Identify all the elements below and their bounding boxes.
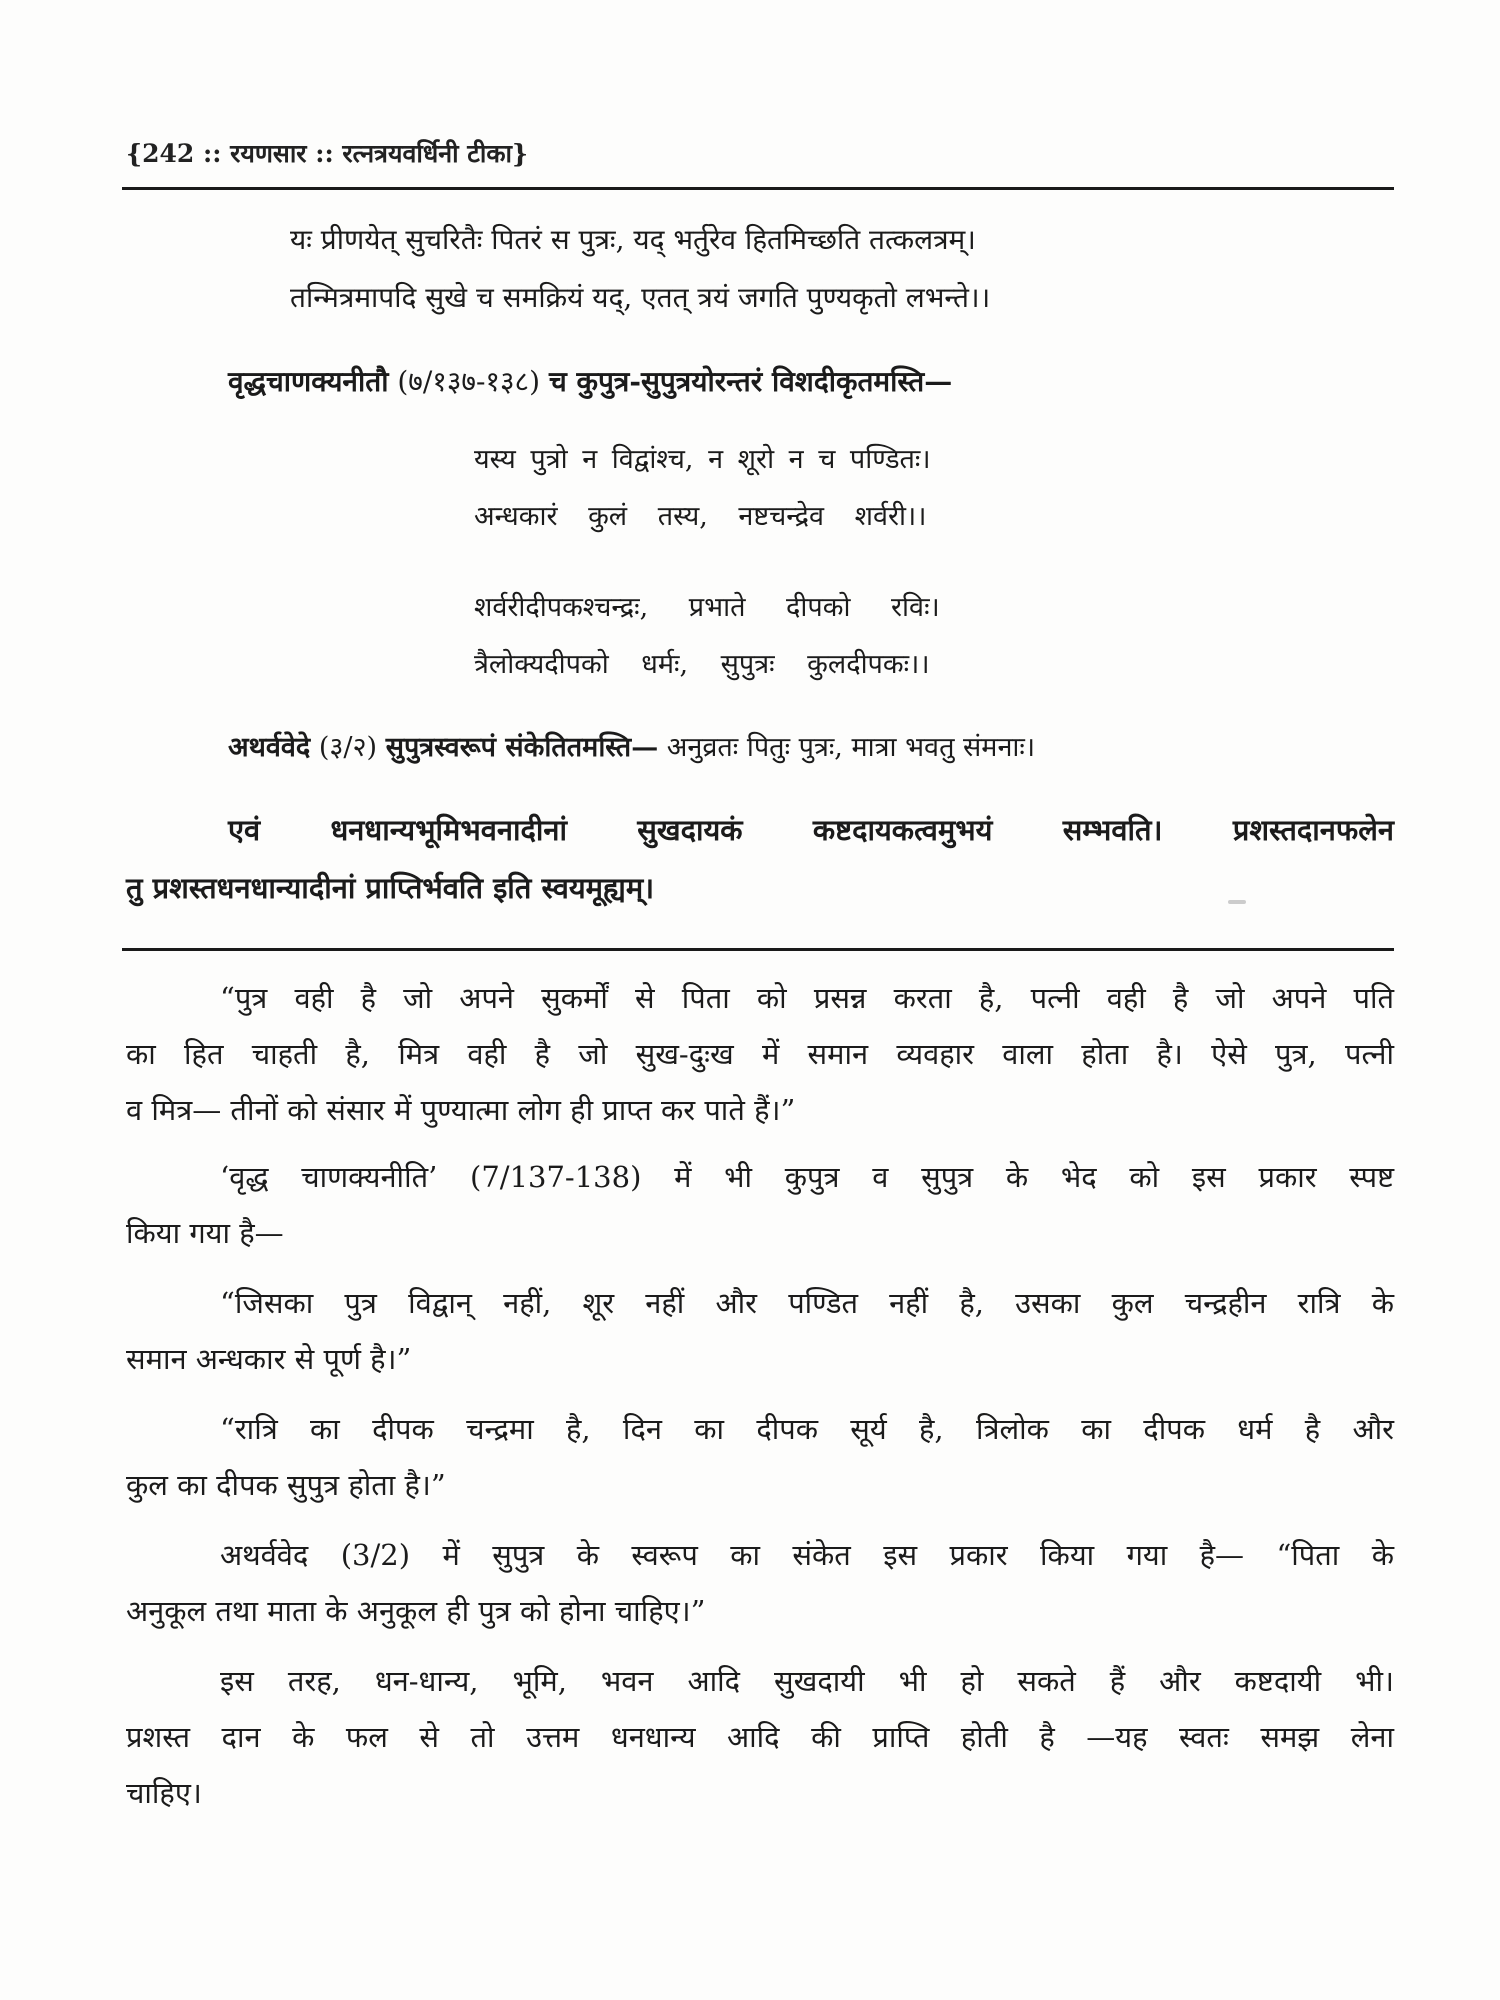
conclusion-line: एवं धनधान्यभूमिभवनादीनां सुखदायकं कष्टदायकत्वमुभयं सम्भवति। प्रशस्तदानफलेन — [228, 813, 1394, 847]
atharva-quote: अनुव्रतः पितुः पुत्रः, मात्रा भवतु संमनाः। — [666, 732, 1036, 763]
intro-bold: वृद्धचाणक्यनीतौ — [228, 365, 389, 398]
conclusion-line: तु प्रशस्तधनधान्यादीनां प्राप्तिर्भवति इति स्वयमूह्यम्। — [126, 871, 655, 905]
atharva-bold-2: सुपुत्रस्वरूपं संकेतितमस्ति— — [385, 732, 659, 763]
section-rule — [122, 948, 1394, 951]
translation-line: “जिसका पुत्र विद्वान् नहीं, शूर नहीं और पण्डित नहीं है, उसका कुल चन्द्रहीन रात्रि के — [220, 1286, 1394, 1320]
translation-line: प्रशस्त दान के फल से तो उत्तम धनधान्य आदि की प्राप्ति होती है —यह स्वतः समझ लेना — [126, 1720, 1394, 1754]
translation-line: इस तरह, धन-धान्य, भूमि, भवन आदि सुखदायी भी हो सकते हैं और कष्टदायी भी। — [220, 1664, 1394, 1698]
translation-line: समान अन्धकार से पूर्ण है।” — [126, 1342, 412, 1376]
intro-line — [228, 362, 952, 402]
intro-ref: (७/१३७-१३८) — [397, 365, 541, 398]
translation-line: अथर्ववेद (3/2) में सुपुत्र के स्वरूप का संकेत इस प्रकार किया गया है— “पिता के — [220, 1538, 1394, 1572]
running-header: {242 :: रयणसार :: रत्नत्रयवर्धिनी टीका} — [126, 139, 529, 168]
shloka-line: अन्धकारं कुलं तस्य, नष्टचन्द्रेव शर्वरी।। — [474, 501, 927, 532]
header-rule — [122, 187, 1394, 190]
atharva-ref: (३/२) — [318, 732, 378, 763]
shloka-line: त्रैलोक्यदीपको धर्मः, सुपुत्रः कुलदीपकः।। — [474, 649, 930, 680]
shloka-line: शर्वरीदीपकश्चन्द्रः, प्रभाते दीपको रविः। — [474, 592, 940, 623]
atharva-line — [228, 728, 1035, 768]
translation-line: किया गया है— — [126, 1216, 284, 1250]
translation-line: कुल का दीपक सुपुत्र होता है।” — [126, 1468, 446, 1502]
verse-line: तन्मित्रमापदि सुखे च समक्रियं यद्, एतत् त्रयं जगति पुण्यकृतो लभन्ते।। — [290, 281, 991, 314]
atharva-bold: अथर्ववेदे — [228, 732, 311, 763]
translation-line: “पुत्र वही है जो अपने सुकर्मों से पिता को प्रसन्न करता है, पत्नी वही है जो अपने पति — [220, 981, 1394, 1015]
translation-line: “रात्रि का दीपक चन्द्रमा है, दिन का दीपक सूर्य है, त्रिलोक का दीपक धर्म है और — [220, 1412, 1394, 1446]
shloka-line: यस्य पुत्रो न विद्वांश्च, न शूरो न च पण्डितः। — [474, 444, 931, 475]
translation-line: व मित्र— तीनों को संसार में पुण्यात्मा लोग ही प्राप्त कर पाते हैं।” — [126, 1093, 796, 1127]
verse-line: यः प्रीणयेत् सुचरितैः पितरं स पुत्रः, यद् भर्तुरेव हितमिच्छति तत्कलत्रम्। — [290, 223, 976, 256]
translation-line: का हित चाहती है, मित्र वही है जो सुख-दुःख में समान व्यवहार वाला होता है। ऐसे पुत्र, पत्नी — [126, 1037, 1394, 1071]
translation-line: अनुकूल तथा माता के अनुकूल ही पुत्र को होना चाहिए।” — [126, 1594, 706, 1628]
translation-line: ‘वृद्ध चाणक्यनीति’ (7/137-138) में भी कुपुत्र व सुपुत्र के भेद को इस प्रकार स्पष्ट — [220, 1160, 1394, 1194]
scan-mark — [1228, 900, 1246, 904]
translation-line: चाहिए। — [126, 1776, 202, 1810]
intro-rest: च कुपुत्र-सुपुत्रयोरन्तरं विशदीकृतमस्ति— — [548, 365, 953, 398]
